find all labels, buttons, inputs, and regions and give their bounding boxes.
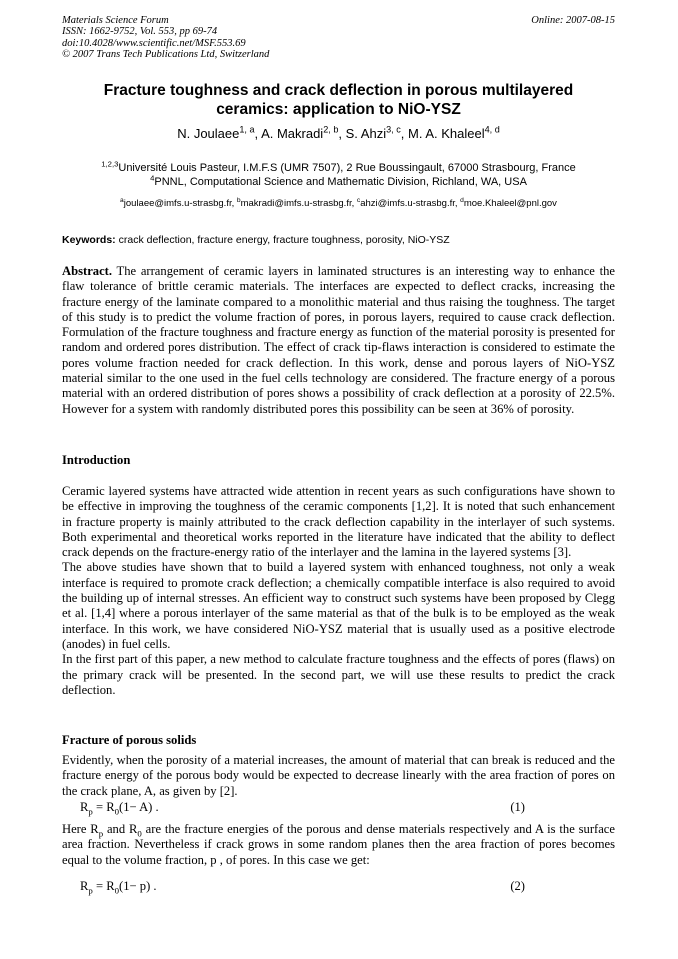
email-2-sup: b: [236, 196, 241, 204]
p2-a: Here R: [62, 822, 99, 836]
author-2: A. Makradi: [261, 126, 324, 141]
eq1-rhs: (1− A) .: [119, 800, 159, 814]
journal-header: [62, 15, 269, 60]
title-line-2: ceramics: application to NiO-YSZ: [216, 101, 461, 118]
copyright: © 2007 Trans Tech Publications Ltd, Switzerland: [62, 48, 270, 60]
section-fracture-p2: [62, 822, 615, 868]
keywords-label: Keywords:: [62, 234, 116, 246]
p2-c: are the fracture energies of the porous and dense materials respectively and A is the surface area fraction. Nevertheless if crack grows in some random planes then the area fraction of pores becomes equal to the volume fraction, p , of pores. In this case we get:: [62, 822, 615, 867]
author-list: N. Joulaee$^{1, a}$, A. Makradi$^{2, b}$, S. Ahzi$^{3, c}$, M. A. Khaleel$^{4, d}$: [177, 124, 500, 141]
email-3-sup: c: [356, 196, 361, 204]
intro-paragraph-3: In the first part of this paper, a new method to calculate fracture toughness and the effects of pores (flaws) on the primary crack will be presented. In the second part, we will use these results to predict the crack deflection.: [62, 652, 615, 697]
equation-1-number: (1): [510, 800, 525, 814]
equation-2-body: [80, 879, 157, 894]
aff-1-text: Université Louis Pasteur, I.M.F.S (UMR 7507), 2 Rue Boussingault, 67000 Strasbourg, France: [118, 162, 576, 174]
eq2-mid: = R: [92, 879, 115, 893]
author-1: N. Joulaee: [177, 126, 240, 141]
affiliation-2: [62, 175, 615, 189]
abstract-label: Abstract.: [62, 264, 113, 278]
eq1-mid: = R: [92, 800, 115, 814]
intro-paragraph-1: Ceramic layered systems have attracted wide attention in recent years as such configurations have shown to be effective in improving the toughness of the ceramic components [1,2]. It is noted that such enhancement in fracture property is mainly attributed to the crack deflection capability in the interlayer of such systems. Both experimental and theoretical works reported in the literature have indicated that the ability to deflect crack depends on the fracture-energy ratio of the interlayer and the lamina in the layered systems [3].: [62, 484, 615, 560]
keywords: [62, 234, 615, 246]
p2-sub-2: 0: [137, 828, 142, 839]
email-3: ahzi@imfs.u-strasbg.fr,: [360, 198, 461, 209]
eq2-mid-sub: 0: [114, 885, 120, 896]
aff-2-text: PNNL, Computational Science and Mathematic Division, Richland, WA, USA: [154, 176, 527, 188]
author-3-sup: 3, c: [386, 124, 401, 135]
intro-paragraph-2: The above studies have shown that to build a layered system with enhanced toughness, not only a weak interface is required to promote crack deflection; a chemically compatible interface is also required to avoid the building up of internal stresses. An efficient way to construct such systems have been proposed by Clegg et al. [1,4] where a porous interlayer of the same material as that of the bulk is to be employed as the weak interface. In this work, we have considered NiO-YSZ material that is usually used as a positive electrode (anodes) in fuel cells.: [62, 560, 615, 651]
introduction-body: [62, 484, 615, 698]
eq2-rhs: (1− p) .: [119, 879, 157, 893]
affiliation-1: [62, 161, 615, 175]
eq1-lhs-sub: p: [88, 806, 93, 817]
email-4: moe.Khaleel@pnl.gov: [463, 198, 557, 209]
email-1: joulaee@imfs.u-strasbg.fr,: [123, 198, 237, 209]
author-3: S. Ahzi: [345, 126, 387, 141]
email-4-sup: d: [460, 196, 464, 204]
abstract: [62, 264, 615, 417]
author-4: M. A. Khaleel: [407, 126, 485, 141]
aff-1-sup: 1,2,3: [101, 159, 119, 169]
eq2-lhs: R: [80, 879, 89, 893]
section-fracture-heading: Fracture of porous solids: [62, 733, 197, 747]
section-fracture-p1: Evidently, when the porosity of a material increases, the amount of material that can break is reduced and the fracture energy of the porous body would be expected to decrease linearly with the area fraction of pores on the crack plane, A, as given by [2].: [62, 753, 615, 798]
p2-b: and R: [103, 822, 138, 836]
email-list: [62, 198, 615, 209]
author-2-sup: 2, b: [323, 124, 339, 135]
p2-sub-1: p: [98, 828, 104, 839]
issn: ISSN: 1662-9752, Vol. 553, pp 69-74: [62, 26, 218, 38]
keywords-text: crack deflection, fracture energy, fracture toughness, porosity, NiO-YSZ: [115, 234, 450, 246]
eq1-mid-sub: 0: [114, 806, 120, 817]
introduction-heading: Introduction: [62, 453, 131, 467]
abstract-text: The arrangement of ceramic layers in laminated structures is an interesting way to enhance the flaw tolerance of brittle ceramic materials. The interfaces are expected to deflect cracks, increasing the fracture energy of the laminate compared to a monolithic material and thus raising the toughness. The target of this study is to predict the volume fraction of pores, in porous layers, required to cause crack deflection. Formulation of the fracture toughness and fracture energy as function of the material porosity is presented for random and ordered pores distribution. The effect of crack tip-flaws interaction is considered to estimate the pores volume fraction needed for crack deflection. In this work, dense and porous layers of NiO-YSZ material similar to the one used in the fuel cells technology are considered. The fracture energy of a porous material with an ordered distribution of pores shows a possibility of crack deflection at a porosity of 22.5%. However for a system with randomly distributed pores this possibility can be seen at 36% of porosity.: [62, 264, 615, 416]
doi: doi:10.4028/www.scientific.net/MSF.553.69: [62, 37, 246, 49]
online-date: Online: 2007-08-15: [531, 15, 615, 26]
author-1-sup: 1, a: [239, 124, 255, 135]
paper-title: [62, 81, 615, 119]
title-line-1: Fracture toughness and crack deflection in porous multilayered: [103, 82, 574, 99]
author-4-sup: 4, d: [484, 124, 500, 135]
eq1-lhs: R: [80, 800, 89, 814]
equation-1-body: [80, 800, 159, 815]
email-2: makradi@imfs.u-strasbg.fr,: [240, 198, 357, 209]
eq2-lhs-sub: p: [88, 885, 93, 896]
aff-2-sup: 4: [150, 173, 155, 183]
email-1-sup: a: [120, 196, 124, 204]
equation-2-number: (2): [510, 879, 525, 893]
journal-name: Materials Science Forum: [62, 15, 169, 26]
